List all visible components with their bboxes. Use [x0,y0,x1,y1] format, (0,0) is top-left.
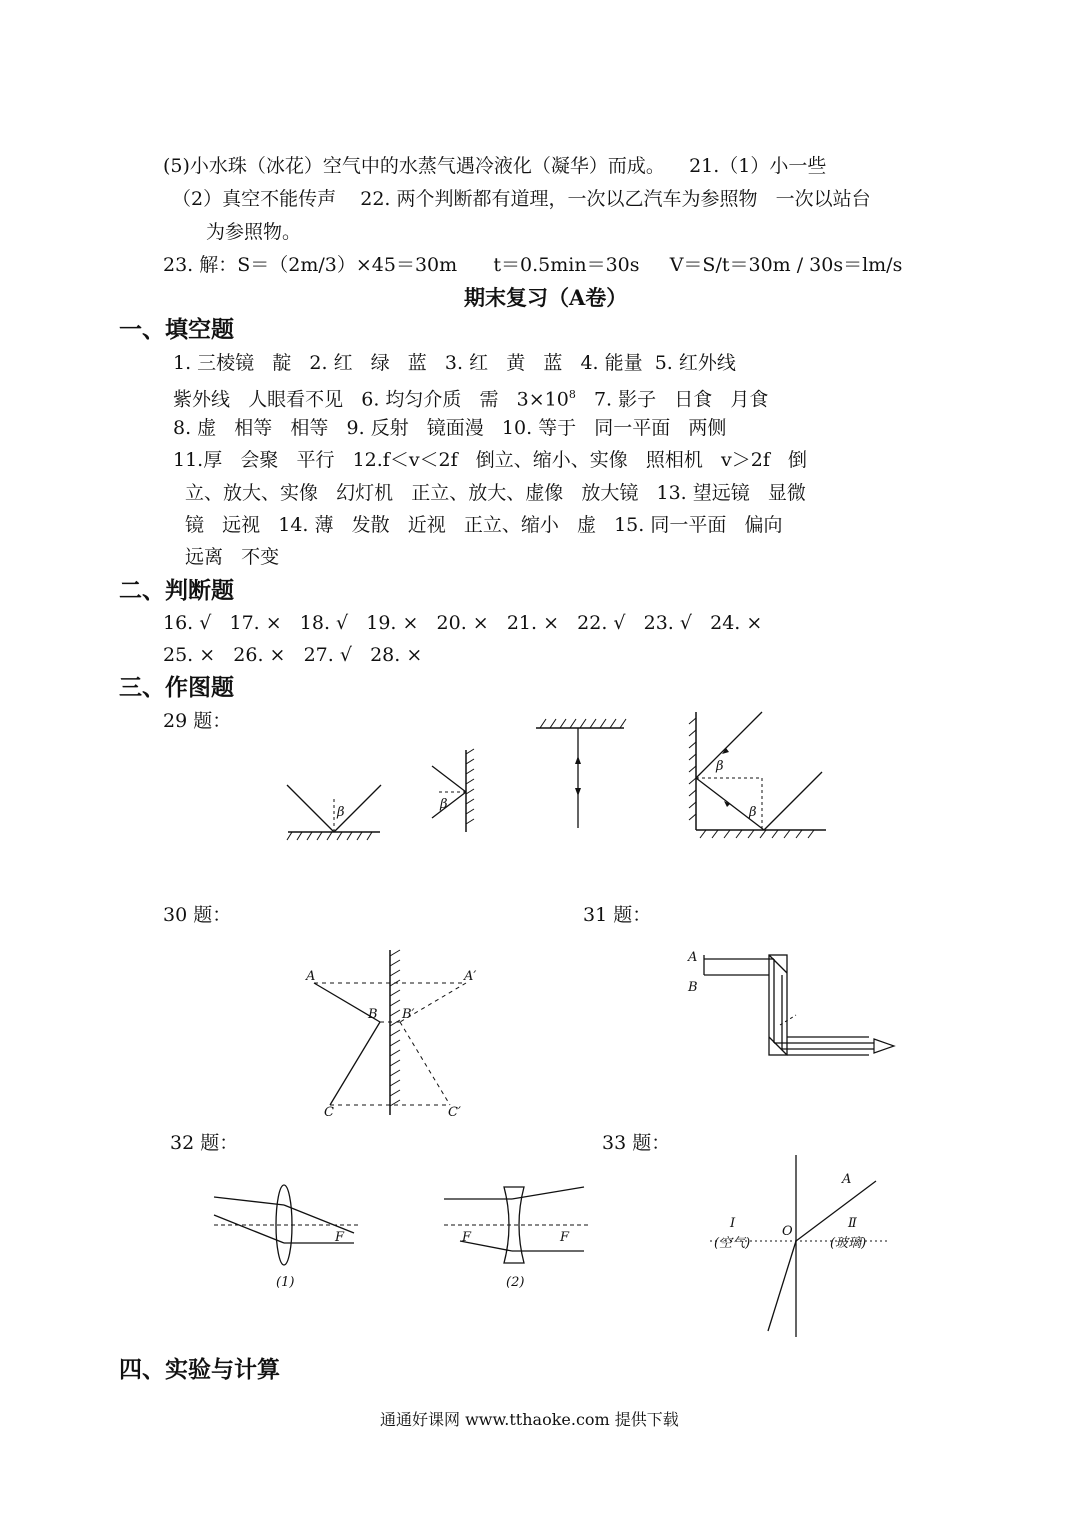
q33-label-o: O [782,1224,793,1239]
prev-answer-line-3: 为参照物。 [206,221,302,243]
q29-label: 29 题： [163,710,232,732]
q30-diagram [300,950,500,1120]
q33-label-glass: (玻璃) [830,1236,867,1251]
section-exp-heading: 四、实验与计算 [119,1357,280,1383]
q30-label-b: B [368,1007,378,1022]
q29-beta-1: β [337,805,345,820]
q32-label-f-2: F [462,1230,472,1245]
q33-label-region-1: I [730,1216,736,1231]
q32-label: 32 题： [170,1132,239,1154]
judge-line-2: 25. × 26. × 27. √ 28. × [163,644,423,666]
q29-diagram-1 [282,780,392,840]
q30-label-a-prime: A′ [464,969,477,984]
q31-label-b: B [688,980,698,995]
q29-diagram-2 [428,746,488,836]
q29-beta-4: β [749,805,757,820]
q33-label-a: A [842,1172,852,1187]
prev-answer-line-2: （2）真空不能传声 22. 两个判断都有道理，一次以乙汽车为参照物 一次以站台 [172,188,871,210]
q29-beta-2: β [440,797,448,812]
q32-label-f-3: F [560,1230,570,1245]
fill-line-6: 镜 远视 14. 薄 发散 近视 正立、缩小 虚 15. 同一平面 偏向 [185,514,783,536]
q33-label-air: (空气) [714,1236,751,1251]
q32-lens-2 [440,1185,600,1295]
judge-line-1: 16. √ 17. × 18. √ 19. × 20. × 21. × 22. √ 23. √ 24. × [163,612,763,634]
fill-line-7: 远离 不变 [185,546,280,568]
prev-answer-line-4: 23. 解：S＝（2m/3）×45＝30m t＝0.5min＝30s V＝S/t＝30m / 30s＝lm/s [163,254,903,276]
q32-label-lens-2: (2) [506,1275,525,1290]
q32-lens-1 [210,1185,370,1295]
q30-label-c-prime: C′ [448,1105,461,1120]
q29-beta-3: β [716,759,724,774]
q30-label-c: C [324,1105,334,1120]
section-fill-heading: 一、填空题 [119,317,234,343]
q31-diagram [684,945,904,1065]
prev-answer-line-1: (5)小水珠（冰花）空气中的水蒸气遇冷液化（凝华）而成。 21.（1）小一些 [163,155,827,177]
q33-diagram [700,1155,900,1345]
footer: 通通好课网 www.tthaoke.com 提供下载 [380,1410,679,1429]
q30-label-b-prime: B′ [402,1007,415,1022]
fill-line-3: 8. 虚 相等 相等 9. 反射 镜面漫 10. 等于 同一平面 两侧 [173,417,727,439]
q32-label-f-1: F [335,1230,345,1245]
page-title: 期末复习（A卷） [464,285,628,310]
q31-label-a: A [688,950,698,965]
fill-line-5: 立、放大、实像 幻灯机 正立、放大、虚像 放大镜 13. 望远镜 显微 [185,482,806,504]
q33-label-region-2: Ⅱ [848,1216,857,1231]
fill-line-1: 1. 三棱镜 靛 2. 红 绿 蓝 3. 红 黄 蓝 4. 能量 5. 红外线 [173,352,736,374]
q29-diagram-4 [686,708,831,843]
q30-label: 30 题： [163,904,232,926]
fill-line-4: 11.厚 会聚 平行 12.f＜v＜2f 倒立、缩小、实像 照相机 v＞2f 倒 [173,449,808,471]
q29-diagram-3 [530,716,630,831]
q30-label-a: A [306,969,316,984]
q33-label: 33 题： [602,1132,671,1154]
q31-label: 31 题： [583,904,652,926]
section-judge-heading: 二、判断题 [119,578,234,604]
q32-label-lens-1: (1) [276,1275,295,1290]
fill-line-2: 紫外线 人眼看不见 6. 均匀介质 需 $3\times 10^8$ 7. 影子 日食 月食 [173,388,769,411]
section-draw-heading: 三、作图题 [119,675,234,701]
